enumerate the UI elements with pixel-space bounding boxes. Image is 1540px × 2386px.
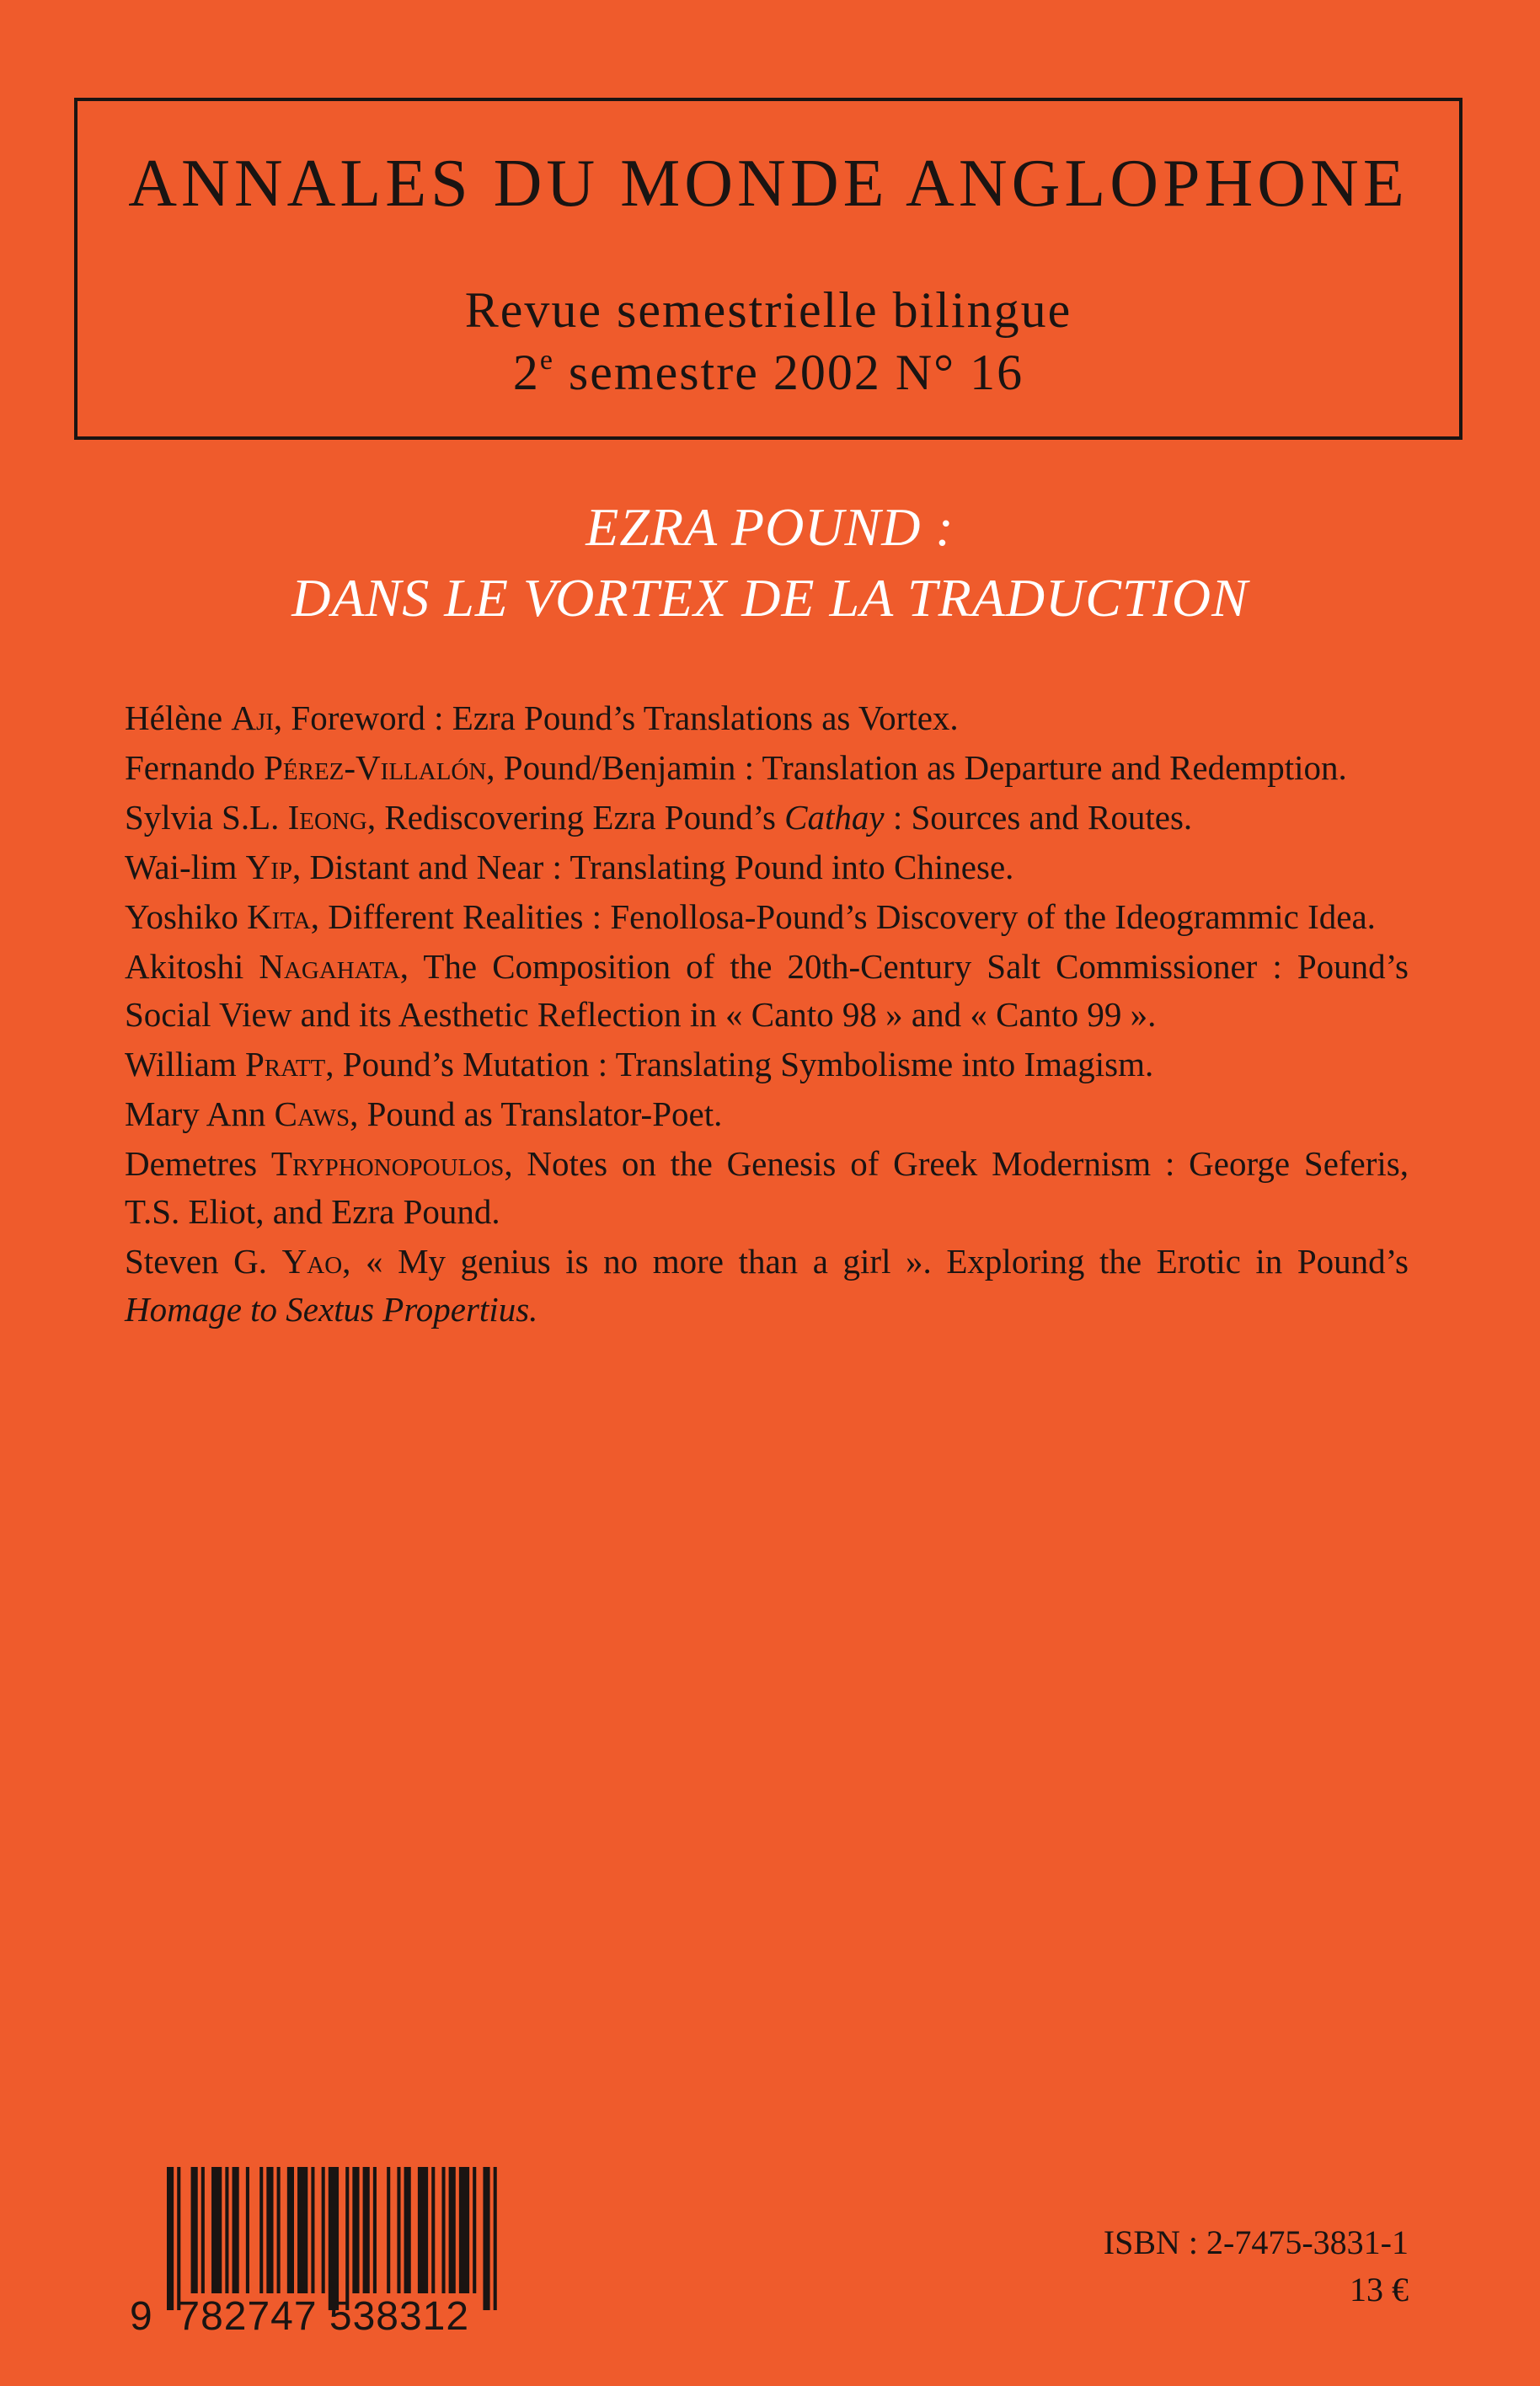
journal-issue (78, 347, 1459, 398)
author-first-name: William (125, 1045, 237, 1083)
author-first-name: Sylvia S.L. (125, 798, 280, 837)
barcode-bar (352, 2167, 359, 2293)
author-last-name: Pérez-Villalón (264, 748, 487, 787)
author-first-name: Yoshiko (125, 897, 238, 936)
barcode-bar (329, 2167, 339, 2310)
barcode-digit-group-left: 782747 (177, 2294, 318, 2339)
barcode-digit-group-right: 538312 (329, 2294, 470, 2339)
table-of-contents (125, 694, 1409, 1335)
article-title: Notes on the Genesis of Greek Modernism : George Seferis, T.S. Eliot, and Ezra Pound. (125, 1144, 1409, 1231)
author-last-name: Nagahata (259, 947, 400, 986)
barcode-bar (418, 2167, 428, 2293)
author-last-name: Aji (231, 698, 274, 737)
author-last-name: Caws (274, 1094, 350, 1133)
price-label: 13 € (1350, 2271, 1409, 2308)
contents-entry: Yoshiko Kita, Different Realities : Fenollosa-Pound’s Discovery of the Ideogrammic Idea. (125, 897, 1376, 936)
contents-entry: Steven G. Yao, « My genius is no more than a girl ». Exploring the Erotic in Pound’s Homage to Sextus Propertius. (125, 1242, 1409, 1329)
barcode-bar (397, 2167, 400, 2293)
issue-theme-line-2: DANS LE VORTEX DE LA TRADUCTION (291, 568, 1249, 628)
barcode-bar (233, 2167, 239, 2293)
contents-entry: Wai-lim Yip, Distant and Near : Translating Pound into Chinese. (125, 848, 1014, 886)
barcode-bar (287, 2167, 294, 2293)
barcode-bar (441, 2167, 445, 2293)
author-last-name: Yip (245, 848, 292, 886)
article-title: Pound’s Mutation : Translating Symbolisme into Imagism. (342, 1045, 1154, 1083)
author-first-name: Akitoshi (125, 947, 244, 986)
contents-entry: Mary Ann Caws, Pound as Translator-Poet. (125, 1094, 723, 1133)
article-title: Pound/Benjamin : Translation as Departure and Redemption. (503, 748, 1347, 787)
author-first-name: Steven G. (125, 1242, 268, 1281)
journal-title: ANNALES DU MONDE ANGLOPHONE (128, 147, 1409, 221)
barcode-bar (473, 2167, 476, 2293)
barcode-bar (167, 2167, 174, 2310)
author-first-name: Fernando (125, 748, 255, 787)
barcode-bar (431, 2167, 435, 2293)
article-title: Different Realities : Fenollosa-Pound’s Discovery of the Ideogrammic Idea. (328, 897, 1376, 936)
issue-number: 2 (512, 345, 540, 400)
issue-theme (0, 492, 1540, 634)
contents-entry: Fernando Pérez-Villalón, Pound/Benjamin : Translation as Departure and Redemption. (125, 748, 1347, 787)
barcode-bar (266, 2167, 273, 2293)
contents-entry: Akitoshi Nagahata, The Composition of the 20th-Century Salt Commissioner : Pound’s Social View and its Aesthetic Reflection in « Canto 98 » and « Canto 99 ». (125, 947, 1409, 1034)
article-title: Pound as Translator-Poet. (366, 1094, 723, 1133)
author-last-name: Yao (281, 1242, 343, 1281)
barcode-bar (177, 2167, 180, 2310)
barcode-bar (322, 2167, 325, 2293)
contents-entry: William Pratt, Pound’s Mutation : Translating Symbolisme into Imagism. (125, 1045, 1154, 1083)
author-last-name: Kita (247, 897, 311, 936)
barcode-bar (191, 2167, 198, 2293)
issue-ordinal-suffix: e (539, 345, 554, 376)
article-title: « My genius is no more than a girl ». Exploring the Erotic in Pound’s (365, 1242, 1409, 1281)
issue-theme-line-1: EZRA POUND : (586, 497, 954, 557)
author-first-name: Wai-lim (125, 848, 238, 886)
barcode-bar (211, 2167, 222, 2293)
barcode-bars (167, 2167, 507, 2310)
author-last-name: Ieong (287, 798, 367, 837)
barcode-bar (345, 2167, 349, 2310)
barcode-bar (363, 2167, 370, 2293)
article-title: Rediscovering Ezra Pound’s (384, 798, 785, 837)
journal-subtitle: Revue semestrielle bilingue (464, 282, 1072, 338)
barcode-bar (373, 2167, 377, 2293)
issue-details: semestre 2002 N° 16 (553, 345, 1024, 400)
contents-entry: Demetres Tryphonopoulos, Notes on the Genesis of Greek Modernism : George Seferis, T.S. Eliot, and Ezra Pound. (125, 1144, 1409, 1231)
barcode-bar (311, 2167, 314, 2293)
barcode-bar (277, 2167, 281, 2293)
article-title-italic: Homage to Sextus Propertius. (125, 1290, 538, 1329)
contents-entry: Hélène Aji, Foreword : Ezra Pound’s Translations as Vortex. (125, 698, 959, 737)
isbn-label: ISBN : 2-7475-3831-1 (1103, 2223, 1409, 2261)
barcode-digit-lead: 9 (130, 2294, 153, 2339)
author-first-name: Mary Ann (125, 1094, 266, 1133)
barcode-digits (130, 2293, 509, 2341)
author-first-name: Demetres (125, 1144, 258, 1183)
barcode-bar (259, 2167, 263, 2293)
barcode-bar (297, 2167, 307, 2293)
article-title: Distant and Near : Translating Pound into Chinese. (309, 848, 1014, 886)
barcode-bar (404, 2167, 411, 2293)
article-title: Foreword : Ezra Pound’s Translations as Vortex. (291, 698, 959, 737)
article-title-end: : Sources and Routes. (884, 798, 1193, 837)
barcode-bar (459, 2167, 469, 2293)
author-first-name: Hélène (125, 698, 223, 737)
barcode-bar (225, 2167, 228, 2293)
masthead-box (74, 98, 1462, 440)
barcode-bar (387, 2167, 390, 2293)
article-title-italic: Cathay (784, 798, 885, 837)
article-title: The Composition of the 20th-Century Salt Commissioner : Pound’s Social View and its Aesthetic Reflection in « Canto 98 » and « Canto 99 ». (125, 947, 1409, 1034)
author-last-name: Pratt (244, 1045, 326, 1083)
barcode-bar (483, 2167, 489, 2310)
ean-barcode (130, 2167, 509, 2347)
contents-entry: Sylvia S.L. Ieong, Rediscovering Ezra Pound’s Cathay : Sources and Routes. (125, 798, 1193, 837)
barcode-bar (246, 2167, 249, 2293)
barcode-bar (201, 2167, 205, 2293)
barcode-bar (494, 2167, 497, 2310)
barcode-bar (449, 2167, 456, 2293)
author-last-name: Tryphonopoulos (270, 1144, 505, 1183)
